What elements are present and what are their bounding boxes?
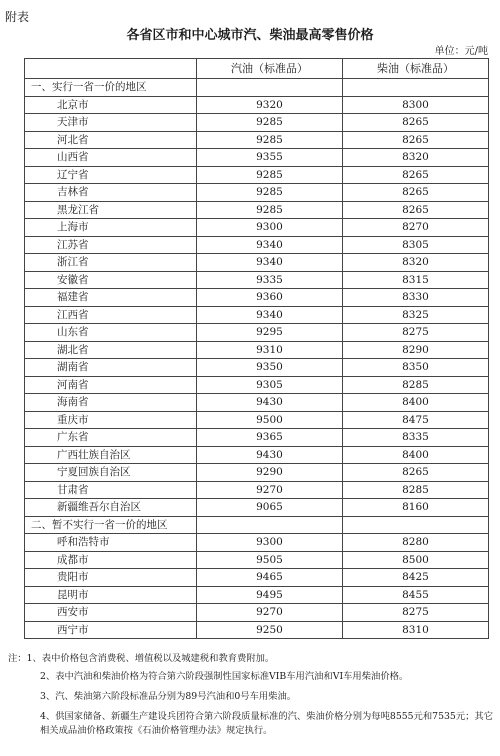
diesel-price-cell: 8310 bbox=[343, 621, 489, 639]
diesel-price-cell: 8425 bbox=[343, 569, 489, 587]
diesel-price-cell: 8275 bbox=[343, 604, 489, 622]
region-cell: 河南省 bbox=[25, 376, 197, 394]
price-table bbox=[24, 58, 489, 639]
diesel-price-cell: 8265 bbox=[343, 464, 489, 482]
unit-label: 单位：元/吨 bbox=[434, 46, 488, 57]
region-cell: 山东省 bbox=[25, 324, 197, 342]
table-row bbox=[25, 376, 489, 394]
header-diesel: 柴油（标准品） bbox=[343, 59, 489, 79]
diesel-price-cell: 8400 bbox=[343, 446, 489, 464]
diesel-price-cell: 8285 bbox=[343, 376, 489, 394]
diesel-price-cell: 8270 bbox=[343, 219, 489, 237]
region-cell: 湖北省 bbox=[25, 341, 197, 359]
table-row bbox=[25, 166, 489, 184]
region-cell: 甘肃省 bbox=[25, 481, 197, 499]
section-row bbox=[25, 79, 489, 97]
table-row bbox=[25, 114, 489, 132]
note-4: 4、供国家储备、新疆生产建设兵团符合第六阶段质量标准的汽、柴油价格分别为每吨8555元和7535元；其它相关成品油价格政策按《石油价格管理办法》规定执行。 bbox=[40, 711, 494, 736]
table-row bbox=[25, 96, 489, 114]
table-row bbox=[25, 446, 489, 464]
region-cell: 福建省 bbox=[25, 289, 197, 307]
table-row bbox=[25, 551, 489, 569]
region-cell: 广东省 bbox=[25, 429, 197, 447]
note-2: 2、表中汽油和柴油价格为符合第六阶段强制性国家标准VIB车用汽油和VI车用柴油价格。 bbox=[40, 671, 409, 682]
diesel-price-cell: 8455 bbox=[343, 586, 489, 604]
gasoline-price-cell: 9340 bbox=[197, 306, 343, 324]
table-row bbox=[25, 586, 489, 604]
diesel-price-cell: 8290 bbox=[343, 341, 489, 359]
region-cell: 江苏省 bbox=[25, 236, 197, 254]
header-gasoline: 汽油（标准品） bbox=[197, 59, 343, 79]
table-row bbox=[25, 429, 489, 447]
gasoline-price-cell: 9285 bbox=[197, 131, 343, 149]
diesel-price-cell: 8265 bbox=[343, 131, 489, 149]
table-row bbox=[25, 254, 489, 272]
gasoline-price-cell: 9250 bbox=[197, 621, 343, 639]
table-row bbox=[25, 201, 489, 219]
gasoline-price-cell: 9360 bbox=[197, 289, 343, 307]
diesel-price-cell: 8335 bbox=[343, 429, 489, 447]
gasoline-price-cell: 9295 bbox=[197, 324, 343, 342]
table-body bbox=[25, 79, 489, 639]
region-cell: 重庆市 bbox=[25, 411, 197, 429]
diesel-price-cell: 8320 bbox=[343, 149, 489, 167]
diesel-price-cell: 8350 bbox=[343, 359, 489, 377]
gasoline-price-cell: 9340 bbox=[197, 236, 343, 254]
table-row bbox=[25, 411, 489, 429]
gasoline-price-cell: 9340 bbox=[197, 254, 343, 272]
gasoline-price-cell: 9285 bbox=[197, 201, 343, 219]
table-row bbox=[25, 324, 489, 342]
gasoline-price-cell: 9350 bbox=[197, 359, 343, 377]
diesel-price-cell: 8305 bbox=[343, 236, 489, 254]
table-row bbox=[25, 394, 489, 412]
notes bbox=[8, 652, 494, 744]
table-row bbox=[25, 359, 489, 377]
region-cell: 北京市 bbox=[25, 96, 197, 114]
region-cell: 山西省 bbox=[25, 149, 197, 167]
region-cell: 辽宁省 bbox=[25, 166, 197, 184]
table-row bbox=[25, 569, 489, 587]
table-row bbox=[25, 621, 489, 639]
region-cell: 江西省 bbox=[25, 306, 197, 324]
region-cell: 成都市 bbox=[25, 551, 197, 569]
empty-cell bbox=[343, 516, 489, 534]
table-row bbox=[25, 604, 489, 622]
table-row bbox=[25, 289, 489, 307]
gasoline-price-cell: 9300 bbox=[197, 534, 343, 552]
region-cell: 河北省 bbox=[25, 131, 197, 149]
region-cell: 天津市 bbox=[25, 114, 197, 132]
table-row bbox=[25, 219, 489, 237]
table-row bbox=[25, 481, 489, 499]
diesel-price-cell: 8325 bbox=[343, 306, 489, 324]
diesel-price-cell: 8475 bbox=[343, 411, 489, 429]
diesel-price-cell: 8265 bbox=[343, 184, 489, 202]
table-row bbox=[25, 184, 489, 202]
region-cell: 浙江省 bbox=[25, 254, 197, 272]
section-label: 一、实行一省一价的地区 bbox=[25, 79, 197, 97]
table-row bbox=[25, 499, 489, 517]
region-cell: 吉林省 bbox=[25, 184, 197, 202]
gasoline-price-cell: 9285 bbox=[197, 166, 343, 184]
gasoline-price-cell: 9505 bbox=[197, 551, 343, 569]
note-3: 3、汽、柴油第六阶段标准品分别为89号汽油和0号车用柴油。 bbox=[40, 691, 297, 702]
region-cell: 湖南省 bbox=[25, 359, 197, 377]
region-cell: 西安市 bbox=[25, 604, 197, 622]
diesel-price-cell: 8285 bbox=[343, 481, 489, 499]
diesel-price-cell: 8320 bbox=[343, 254, 489, 272]
diesel-price-cell: 8265 bbox=[343, 201, 489, 219]
region-cell: 安徽省 bbox=[25, 271, 197, 289]
gasoline-price-cell: 9310 bbox=[197, 341, 343, 359]
empty-cell bbox=[197, 516, 343, 534]
gasoline-price-cell: 9065 bbox=[197, 499, 343, 517]
diesel-price-cell: 8280 bbox=[343, 534, 489, 552]
header-region bbox=[25, 59, 197, 79]
note-1: 注：1、表中价格包含消费税、增值税以及城建税和教育费附加。 bbox=[8, 653, 275, 664]
gasoline-price-cell: 9290 bbox=[197, 464, 343, 482]
diesel-price-cell: 8300 bbox=[343, 96, 489, 114]
gasoline-price-cell: 9270 bbox=[197, 604, 343, 622]
table-row bbox=[25, 341, 489, 359]
diesel-price-cell: 8265 bbox=[343, 166, 489, 184]
gasoline-price-cell: 9320 bbox=[197, 96, 343, 114]
gasoline-price-cell: 9285 bbox=[197, 114, 343, 132]
diesel-price-cell: 8265 bbox=[343, 114, 489, 132]
gasoline-price-cell: 9365 bbox=[197, 429, 343, 447]
gasoline-price-cell: 9430 bbox=[197, 394, 343, 412]
table-row bbox=[25, 306, 489, 324]
gasoline-price-cell: 9270 bbox=[197, 481, 343, 499]
region-cell: 贵阳市 bbox=[25, 569, 197, 587]
gasoline-price-cell: 9300 bbox=[197, 219, 343, 237]
empty-cell bbox=[197, 79, 343, 97]
table-row bbox=[25, 464, 489, 482]
gasoline-price-cell: 9465 bbox=[197, 569, 343, 587]
region-cell: 新疆维吾尔自治区 bbox=[25, 499, 197, 517]
gasoline-price-cell: 9430 bbox=[197, 446, 343, 464]
table-row bbox=[25, 131, 489, 149]
diesel-price-cell: 8160 bbox=[343, 499, 489, 517]
table-row bbox=[25, 271, 489, 289]
gasoline-price-cell: 9355 bbox=[197, 149, 343, 167]
gasoline-price-cell: 9500 bbox=[197, 411, 343, 429]
region-cell: 呼和浩特市 bbox=[25, 534, 197, 552]
table-row bbox=[25, 149, 489, 167]
table-row bbox=[25, 236, 489, 254]
appendix-label: 附表 bbox=[5, 10, 30, 24]
table-header-row bbox=[25, 59, 489, 79]
diesel-price-cell: 8500 bbox=[343, 551, 489, 569]
gasoline-price-cell: 9495 bbox=[197, 586, 343, 604]
gasoline-price-cell: 9285 bbox=[197, 184, 343, 202]
region-cell: 昆明市 bbox=[25, 586, 197, 604]
table-row bbox=[25, 534, 489, 552]
diesel-price-cell: 8330 bbox=[343, 289, 489, 307]
gasoline-price-cell: 9335 bbox=[197, 271, 343, 289]
section-label: 二、暂不实行一省一价的地区 bbox=[25, 516, 197, 534]
section-row bbox=[25, 516, 489, 534]
diesel-price-cell: 8315 bbox=[343, 271, 489, 289]
page-title: 各省区市和中心城市汽、柴油最高零售价格 bbox=[126, 28, 374, 43]
region-cell: 宁夏回族自治区 bbox=[25, 464, 197, 482]
diesel-price-cell: 8275 bbox=[343, 324, 489, 342]
empty-cell bbox=[343, 79, 489, 97]
region-cell: 海南省 bbox=[25, 394, 197, 412]
gasoline-price-cell: 9305 bbox=[197, 376, 343, 394]
region-cell: 广西壮族自治区 bbox=[25, 446, 197, 464]
region-cell: 西宁市 bbox=[25, 621, 197, 639]
diesel-price-cell: 8400 bbox=[343, 394, 489, 412]
region-cell: 黑龙江省 bbox=[25, 201, 197, 219]
region-cell: 上海市 bbox=[25, 219, 197, 237]
